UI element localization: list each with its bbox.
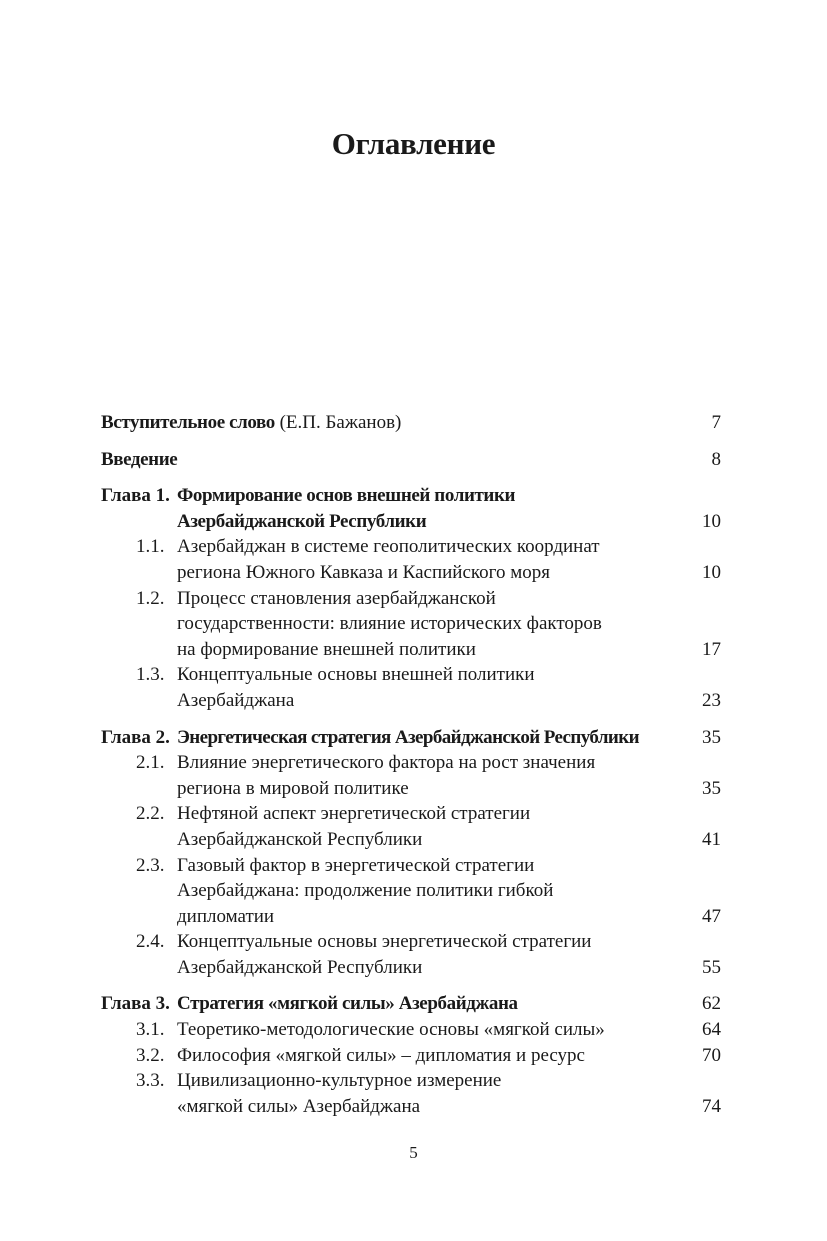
toc-section-2-4[interactable] <box>101 929 721 980</box>
toc-section-1-3[interactable] <box>101 662 721 713</box>
toc-page-number: 17 <box>702 638 721 660</box>
section-title-line: Азербайджана <box>177 689 295 711</box>
section-title-line: «мягкой силы» Азербайджана <box>177 1095 421 1117</box>
toc-section-3-3[interactable] <box>101 1068 721 1119</box>
toc-page-number: 23 <box>702 689 721 711</box>
section-title-line: региона в мировой политике <box>177 777 409 799</box>
chapter-title-line: Формирование основ внешней политики <box>177 485 516 507</box>
section-title-line: Теоретико-методологические основы «мягкой силы» <box>177 1019 605 1041</box>
toc-page-number: 35 <box>702 726 721 748</box>
section-title-line: государственности: влияние исторических факторов <box>177 613 602 635</box>
toc-page-number: 41 <box>702 828 721 850</box>
section-title-line: Процесс становления азербайджанской <box>177 587 496 609</box>
chapter-title-line: Азербайджанской Республики <box>177 510 427 532</box>
toc-entry-foreword[interactable] <box>101 410 721 436</box>
toc-section-1-2[interactable] <box>101 586 721 663</box>
toc-page-number: 74 <box>702 1095 721 1117</box>
toc-page-number: 55 <box>702 956 721 978</box>
section-title-line: Азербайджана: продолжение политики гибкой <box>177 880 554 902</box>
section-title-line: Азербайджанской Республики <box>177 828 423 850</box>
toc-section-2-3[interactable] <box>101 853 721 930</box>
page-footer-number: 5 <box>409 1143 418 1162</box>
toc-section-3-2[interactable] <box>101 1043 721 1069</box>
chapter-number: Глава 3. <box>101 993 170 1015</box>
toc-page-number: 10 <box>702 510 721 532</box>
section-title-line: региона Южного Кавказа и Каспийского моря <box>177 561 551 583</box>
foreword-label: Вступительное слово <box>101 412 275 433</box>
section-title-line: Нефтяной аспект энергетической стратегии <box>177 803 531 825</box>
section-title-line: на формирование внешней политики <box>177 638 476 660</box>
toc-page-number: 62 <box>702 993 721 1015</box>
section-number: 2.4. <box>136 931 165 953</box>
section-number: 3.3. <box>136 1070 165 1092</box>
chapter-number: Глава 1. <box>101 485 170 507</box>
toc-section-3-1[interactable] <box>101 1017 721 1043</box>
toc-page-number: 64 <box>702 1019 721 1041</box>
section-title-line: Азербайджанской Республики <box>177 956 423 978</box>
toc-page-number: 70 <box>702 1044 721 1066</box>
toc-chapter-2[interactable] <box>101 725 721 751</box>
section-number: 1.3. <box>136 664 165 686</box>
section-title-line: Концептуальные основы внешней политики <box>177 664 535 686</box>
chapter-number: Глава 2. <box>101 726 170 748</box>
toc-page-number: 7 <box>711 412 721 433</box>
section-number: 2.1. <box>136 752 165 774</box>
section-title-line: Философия «мягкой силы» – дипломатия и ресурс <box>177 1044 585 1066</box>
table-of-contents <box>101 410 721 1119</box>
section-title-line: Азербайджан в системе геополитических координат <box>177 536 600 558</box>
introduction-label: Введение <box>101 448 178 470</box>
toc-section-2-2[interactable] <box>101 801 721 852</box>
section-number: 2.3. <box>136 854 165 876</box>
section-title-line: дипломатии <box>177 905 275 927</box>
toc-page-number: 8 <box>711 448 721 470</box>
chapter-title-line: Стратегия «мягкой силы» Азербайджана <box>177 993 518 1015</box>
toc-entry-introduction[interactable] <box>101 447 721 473</box>
section-title-line: Цивилизационно-культурное измерение <box>177 1070 502 1092</box>
toc-section-2-1[interactable] <box>101 750 721 801</box>
toc-page-number: 47 <box>702 905 721 927</box>
section-number: 3.2. <box>136 1044 165 1066</box>
toc-section-1-1[interactable] <box>101 534 721 585</box>
section-number: 1.1. <box>136 536 165 558</box>
toc-page-number: 35 <box>702 777 721 799</box>
page-title: Оглавление <box>331 126 496 161</box>
foreword-author: (Е.П. Бажанов) <box>274 412 402 433</box>
section-title-line: Газовый фактор в энергетической стратегии <box>177 854 535 876</box>
section-number: 2.2. <box>136 803 165 825</box>
chapter-title-line: Энергетическая стратегия Азербайджанской Республики <box>177 726 639 748</box>
toc-chapter-1[interactable] <box>101 483 721 534</box>
section-number: 3.1. <box>136 1019 165 1041</box>
section-title-line: Концептуальные основы энергетической стратегии <box>177 931 592 953</box>
section-title-line: Влияние энергетического фактора на рост значения <box>177 752 596 774</box>
section-number: 1.2. <box>136 587 165 609</box>
toc-chapter-3[interactable] <box>101 991 721 1017</box>
toc-page-number: 10 <box>702 561 721 583</box>
